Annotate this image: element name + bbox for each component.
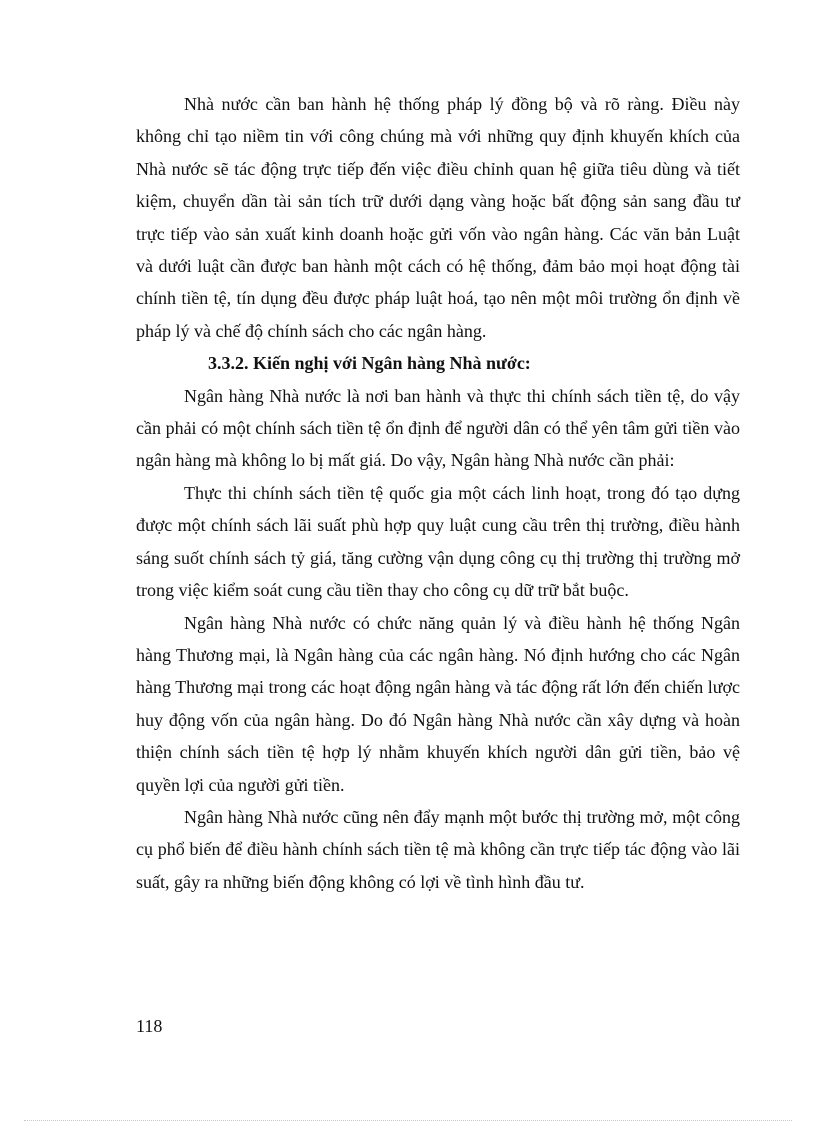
paragraph-open-market: Ngân hàng Nhà nước cũng nên đẩy mạnh một bước thị trường mở, một công cụ phổ biến để điều hành chính sách tiền tệ mà không cần trực tiếp tác động vào lãi suất, gây ra những biến động không có lợi về tình hình đầu tư. xyxy=(136,806,740,892)
page-bottom-divider xyxy=(24,1120,792,1121)
section-heading: 3.3.2. Kiến nghị với Ngân hàng Nhà nước: xyxy=(208,353,531,374)
page-body xyxy=(136,88,740,898)
page-number: 118 xyxy=(136,1016,163,1036)
paragraph-state-bank-role: Ngân hàng Nhà nước là nơi ban hành và thực thi chính sách tiền tệ, do vậy cần phải có một chính sách tiền tệ ổn định để người dân có thể yên tâm gửi tiền vào ngân hàng mà không lo bị mất giá. Do vậy, Ngân hàng Nhà nước cần phải: xyxy=(136,385,740,471)
paragraph-bank-supervision: Ngân hàng Nhà nước có chức năng quản lý và điều hành hệ thống Ngân hàng Thương mại, là Ngân hàng của các ngân hàng. Nó định hướng cho các Ngân hàng Thương mại trong các hoạt động ngân hàng và tác động rất lớn đến chiến lược huy động vốn của ngân hàng. Do đó Ngân hàng Nhà nước cần xây dựng và hoàn thiện chính sách tiền tệ hợp lý nhằm khuyến khích người dân gửi tiền, bảo vệ quyền lợi của người gửi tiền. xyxy=(136,612,740,795)
paragraph-legal-framework: Nhà nước cần ban hành hệ thống pháp lý đồng bộ và rõ ràng. Điều này không chỉ tạo niềm tin với công chúng mà với những quy định khuyến khích của Nhà nước sẽ tác động trực tiếp đến việc điều chỉnh quan hệ giữa tiêu dùng và tiết kiệm, chuyển dần tài sản tích trữ dưới dạng vàng hoặc bất động sản sang đầu tư trực tiếp vào sản xuất kinh doanh hoặc gửi vốn vào ngân hàng. Các văn bản Luật và dưới luật cần được ban hành một cách có hệ thống, đảm bảo mọi hoạt động tài chính tiền tệ, tín dụng đều được pháp luật hoá, tạo nên một môi trường ổn định về pháp lý và chế độ chính sách cho các ngân hàng. xyxy=(136,94,740,341)
paragraph-monetary-policy: Thực thi chính sách tiền tệ quốc gia một cách linh hoạt, trong đó tạo dựng được một chính sách lãi suất phù hợp quy luật cung cầu trên thị trường, điều hành sáng suốt chính sách tỷ giá, tăng cường vận dụng công cụ thị trường thị trường mở trong việc kiểm soát cung cầu tiền thay cho công cụ dữ trữ bắt buộc. xyxy=(136,482,740,601)
